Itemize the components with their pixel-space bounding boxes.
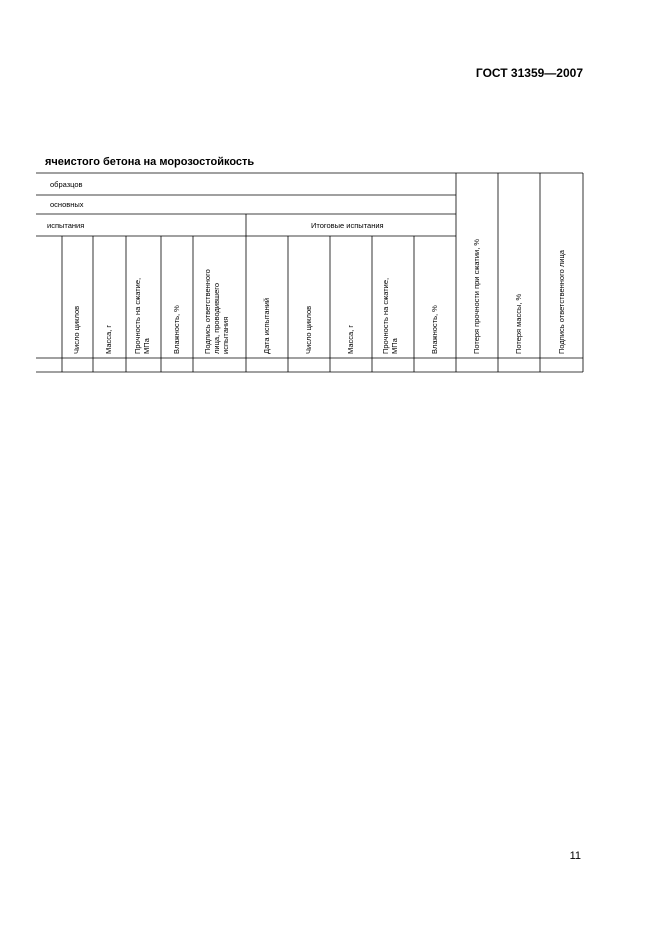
- col-humidity-final: Влажность, %: [430, 305, 439, 354]
- col-mass: Масса, г: [104, 324, 113, 354]
- table-title: ячеистого бетона на морозостойкость: [45, 156, 255, 168]
- col-cycles: Число циклов: [72, 305, 81, 354]
- col-mass-loss: Потеря массы, %: [514, 293, 523, 354]
- standard-code: ГОСТ 31359—2007: [475, 66, 583, 80]
- page-number: 11: [569, 850, 581, 862]
- col-signature-responsible: Подпись ответственного лица, проводившего испытания: [203, 269, 230, 354]
- row-label-samples: образцов: [50, 180, 83, 189]
- col-strength-loss: Потеря прочности при сжатии, %: [472, 238, 481, 354]
- row-label-main: основных: [50, 200, 84, 209]
- col-cycles-final: Число циклов: [304, 305, 313, 354]
- col-signature: Подпись ответственного лица: [557, 250, 566, 354]
- col-strength: Прочность на сжатие, МПа: [133, 277, 151, 354]
- col-test-date: Дата испытаний: [262, 297, 271, 354]
- group-final-tests: Итоговые испытания: [311, 221, 384, 230]
- col-strength-final: Прочность на сжатие, МПа: [381, 277, 399, 354]
- row-label-tests: испытания: [47, 221, 85, 230]
- col-humidity: Влажность, %: [172, 305, 181, 354]
- col-mass-final: Масса, г: [346, 324, 355, 354]
